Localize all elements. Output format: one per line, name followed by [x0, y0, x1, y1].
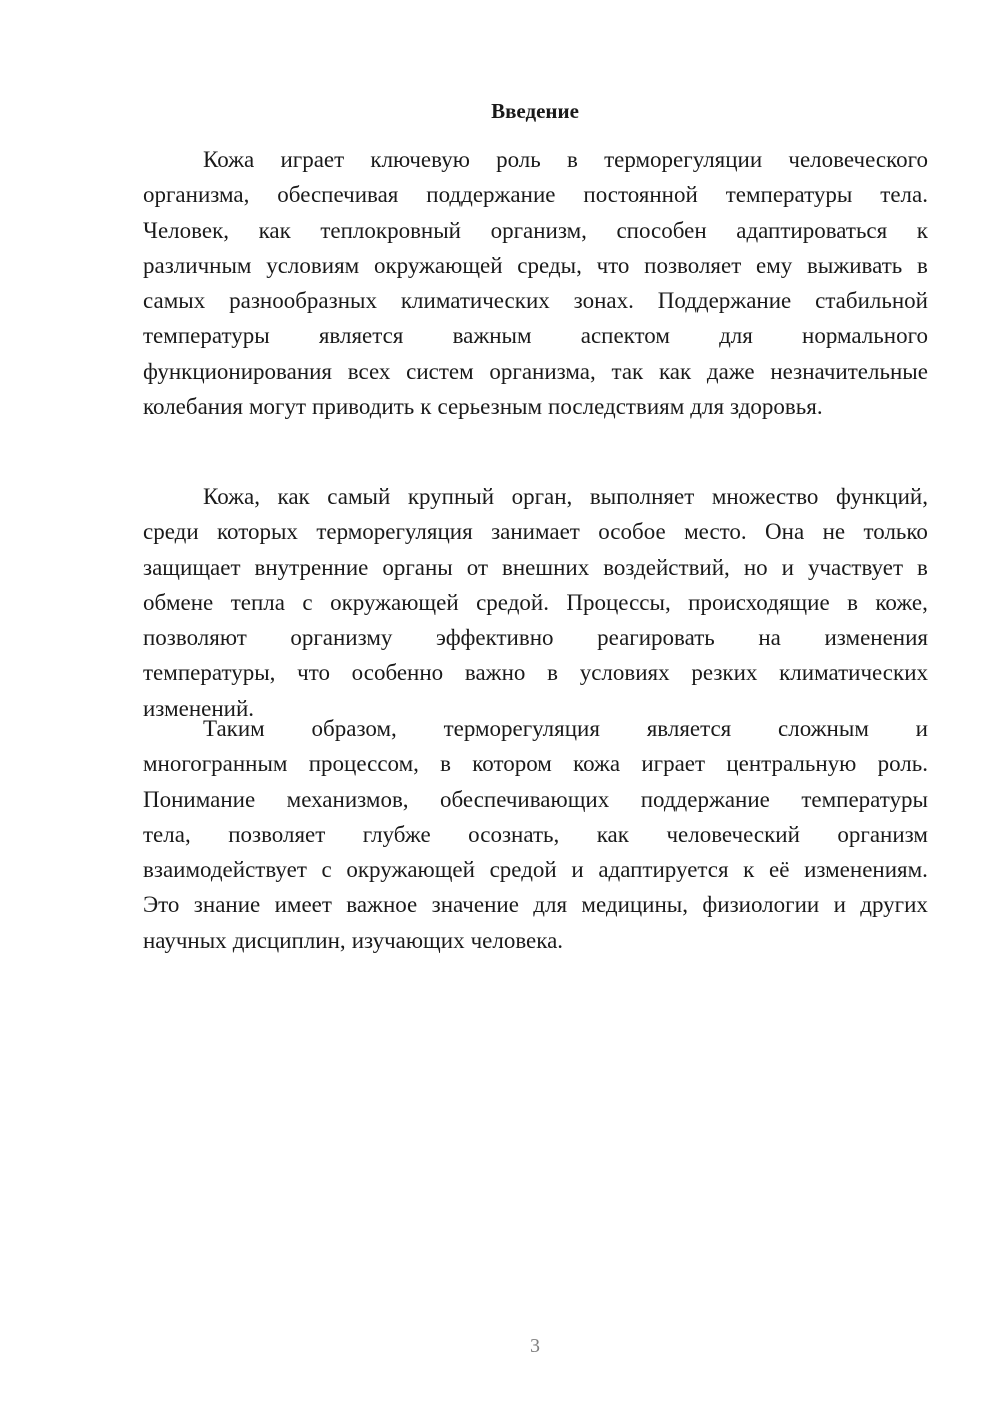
paragraph-2 [143, 479, 928, 726]
text-line: различным условиям окружающей среды, что позволяет ему выживать в [143, 252, 928, 278]
text-line: Кожа, как самый крупный орган, выполняет множество функций, [203, 484, 928, 509]
text-line: организма, обеспечивая поддержание постоянной температуры тела. [143, 182, 928, 208]
paragraph-1 [143, 142, 928, 424]
section-heading: Введение [491, 99, 579, 123]
text-line: обмене тепла с окружающей средой. Процессы, происходящие в коже, [143, 589, 928, 615]
text-line: колебания могут приводить к серьезным последствиям для здоровья. [143, 394, 823, 420]
text-line: самых разнообразных климатических зонах. Поддержание стабильной [143, 288, 928, 314]
page-number: 3 [530, 1335, 540, 1357]
text-line: позволяют организму эффективно реагировать на изменения [143, 625, 928, 651]
text-line: Таким образом, терморегуляция является сложным и [203, 716, 928, 741]
text-line: Это знание имеет важное значение для медицины, физиологии и других [143, 892, 928, 918]
text-line: Кожа играет ключевую роль в терморегуляции человеческого [203, 147, 928, 172]
text-line: Человек, как теплокровный организм, способен адаптироваться к [143, 217, 928, 243]
text-line: среди которых терморегуляция занимает особое место. Она не только [143, 519, 928, 545]
paragraph-3 [143, 711, 928, 958]
text-line: многогранным процессом, в котором кожа играет центральную роль. [143, 751, 928, 777]
text-line: тела, позволяет глубже осознать, как человеческий организм [143, 821, 928, 847]
text-line: защищает внутренние органы от внешних воздействий, но и участвует в [143, 554, 928, 580]
text-line: научных дисциплин, изучающих человека. [143, 927, 564, 953]
text-line: изменений. [143, 695, 255, 721]
text-line: взаимодействует с окружающей средой и адаптируется к её изменениям. [143, 857, 928, 883]
text-line: температуры является важным аспектом для нормального [143, 323, 928, 349]
text-line: температуры, что особенно важно в условиях резких климатических [143, 660, 928, 686]
text-line: Понимание механизмов, обеспечивающих поддержание температуры [143, 786, 928, 812]
text-line: функционирования всех систем организма, так как даже незначительные [143, 358, 928, 384]
